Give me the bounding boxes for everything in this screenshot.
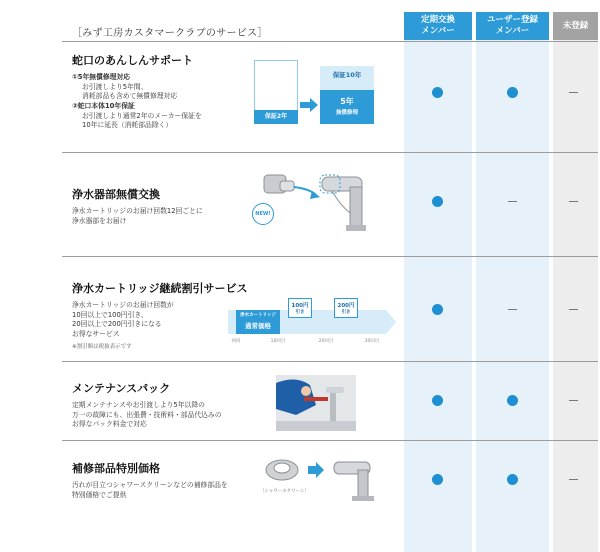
column-header-regular	[404, 12, 472, 40]
text-line: 浄水器部をお届け	[72, 216, 127, 225]
text-line: お得なパック料金で対応	[72, 420, 147, 429]
column-header-unregistered	[553, 12, 598, 40]
section-title: メンテナンスパック	[72, 382, 171, 395]
discount-200-label: 200円	[337, 303, 355, 309]
text-line: 10年に延長（消耗部品除く）	[82, 121, 173, 130]
divider	[62, 361, 598, 362]
part-caption: ［シャワースクリーン］	[260, 489, 310, 494]
axis-label: 20回目	[318, 339, 334, 344]
divider	[62, 41, 598, 42]
unavailable-dash-icon	[569, 92, 578, 93]
divider	[62, 256, 598, 257]
unavailable-dash-icon	[508, 201, 517, 202]
divider	[62, 440, 598, 441]
column-header-line: 定期交換	[420, 15, 455, 26]
technician-icon	[276, 375, 356, 431]
new-badge-label: NEW!	[255, 211, 271, 217]
available-dot-icon	[432, 474, 443, 485]
normal-price-label: 通常価格	[245, 322, 271, 330]
text-line: 特別価格でご提供	[72, 490, 127, 499]
faucet-icon	[250, 165, 390, 245]
normal-price-sub-label: 浄水カートリッジ	[240, 313, 276, 318]
discount-100-label: 100円	[291, 303, 309, 309]
unavailable-dash-icon	[569, 479, 578, 480]
discount-200-sub-label: 引き	[341, 310, 351, 315]
repair-5-sub-label: 無償修理	[335, 110, 358, 116]
unavailable-dash-icon	[569, 309, 578, 310]
text-line: 10回以上で100円引き、	[72, 310, 148, 319]
text-line: 20回以上で200円引きになる	[72, 320, 162, 329]
unavailable-dash-icon	[508, 309, 517, 310]
available-dot-icon	[432, 395, 443, 406]
arrow-right-icon	[378, 310, 396, 334]
available-dot-icon	[432, 304, 443, 315]
column-bg-unregistered	[553, 12, 598, 552]
divider	[62, 152, 598, 153]
new-badge	[252, 203, 274, 225]
arrow-right-icon	[300, 98, 318, 112]
available-dot-icon	[432, 196, 443, 207]
column-header-line: メンバー	[495, 26, 530, 36]
available-dot-icon	[507, 474, 518, 485]
unavailable-dash-icon	[569, 201, 578, 202]
parts-illustration	[256, 452, 396, 512]
warranty-diagram	[254, 60, 394, 130]
axis-label: 初回	[231, 339, 241, 344]
faucet-illustration	[250, 165, 390, 245]
column-header-registered	[476, 12, 549, 40]
available-dot-icon	[507, 87, 518, 98]
axis-label: 30回目	[364, 339, 380, 344]
maintenance-photo	[276, 375, 356, 431]
section-title: 浄水カートリッジ継続割引サービス	[72, 282, 248, 295]
page-title: ［みず工房カスタマークラブのサービス］	[72, 28, 268, 39]
column-header-line: メンバー	[421, 26, 455, 36]
available-dot-icon	[507, 395, 518, 406]
section-title: 補修部品特別価格	[72, 462, 160, 475]
axis-label: 10回目	[270, 339, 286, 344]
column-header-line: ユーザー登録	[486, 15, 538, 26]
text-line: お引渡しより通常2年のメーカー保証を	[82, 111, 202, 120]
repair-5-label: 5年	[340, 97, 354, 106]
warranty-2-label: 保証2年	[254, 110, 298, 124]
text-line: ①5年無償修理対応	[72, 73, 131, 81]
text-line: 定期メンテナンスやお引渡しより5年以降の	[72, 401, 205, 409]
shower-screen-icon	[256, 452, 396, 502]
text-line: 万一の故障にも、出張費・技術料・部品代込みの	[72, 410, 222, 419]
column-header-line: 未登録	[562, 20, 589, 31]
section-title: 蛇口のあんしんサポート	[72, 54, 193, 67]
text-line: お得なサービス	[72, 329, 120, 338]
discount-100-tag	[288, 298, 312, 318]
discount-200-tag	[334, 298, 358, 318]
text-line: 浄水カートリッジのお届け回数が	[72, 301, 174, 309]
section-title: 浄水器部無償交換	[72, 188, 160, 201]
section-note: ※割引額は税抜表示です	[72, 343, 132, 350]
text-line: ②蛇口本体10年保証	[72, 101, 135, 110]
available-dot-icon	[432, 87, 443, 98]
unavailable-dash-icon	[569, 400, 578, 401]
discount-diagram	[228, 296, 396, 352]
text-line: 汚れが目立つシャワースクリーンなどの補修部品を	[72, 481, 228, 489]
text-line: お引渡しより5年間、	[82, 82, 148, 91]
discount-100-sub-label: 引き	[295, 310, 305, 315]
text-line: 浄水カートリッジのお届け回数12回ごとに	[72, 207, 203, 215]
text-line: 消耗部品も含めて無償修理対応	[82, 92, 178, 101]
warranty-10-label: 保証10年	[332, 71, 362, 79]
